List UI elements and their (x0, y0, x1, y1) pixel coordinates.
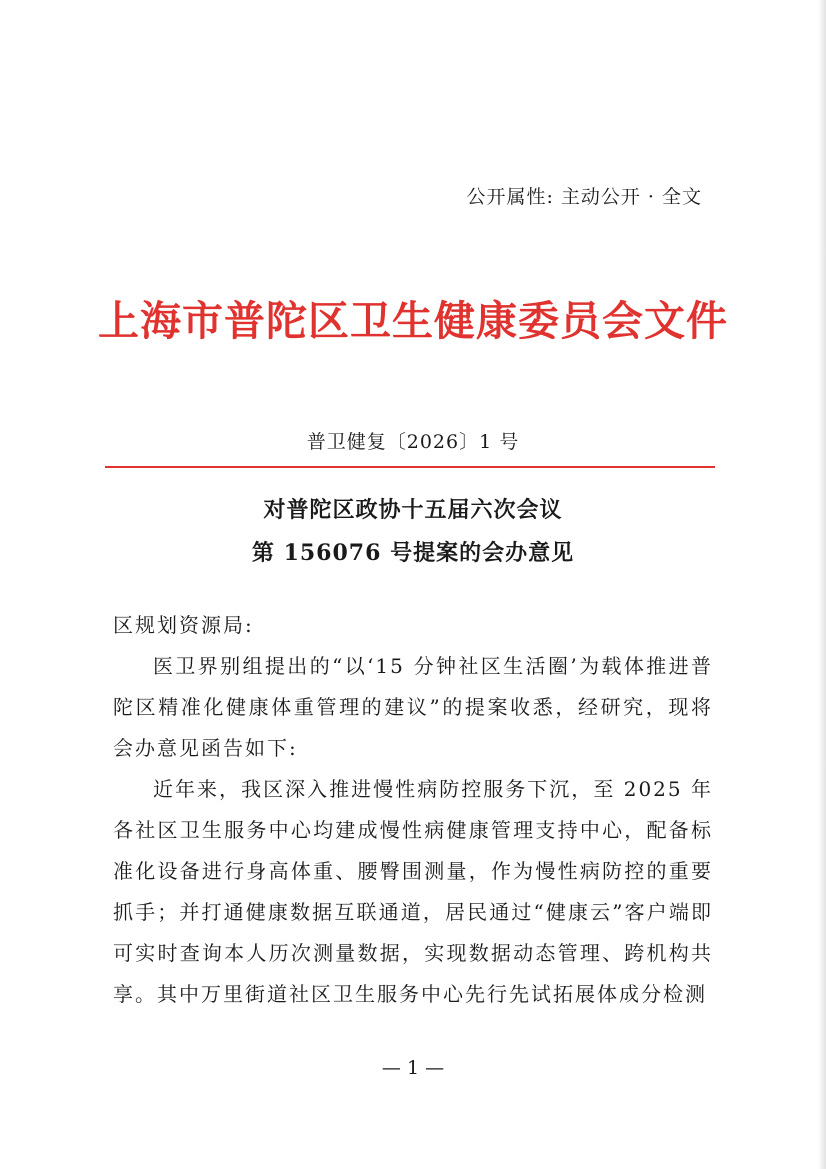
recipient: 区规划资源局: (113, 613, 254, 637)
subject-title-line-1: 对普陀区政协十五届六次会议 (263, 497, 563, 523)
scan-edge (818, 0, 826, 1169)
page-number: — 1 — (381, 1057, 445, 1079)
document-body (113, 605, 713, 1015)
body-paragraph: 医卫界别组提出的“以‘15 分钟社区生活圈’为载体推进普陀区精准化健康体重管理的建议”的提案收悉，经研究，现将会办意见函告如下: (113, 654, 713, 760)
document-number: 普卫健复〔2026〕1 号 (306, 431, 520, 453)
subject-title-line-2: 第 156076 号提案的会办意见 (251, 540, 575, 566)
disclosure-attribute: 公开属性: 主动公开 · 全文 (466, 186, 702, 208)
issuer-red-header: 上海市普陀区卫生健康委员会文件 (98, 297, 728, 345)
red-divider-line (105, 466, 715, 468)
body-paragraph: 近年来，我区深入推进慢性病防控服务下沉，至 2025 年各社区卫生服务中心均建成慢性病健康管理支持中心，配备标准化设备进行身高体重、腰臀围测量，作为慢性病防控的重要抓手；并打通健康数据互联通道，居民通过“健康云”客户端即可实时查询本人历次测量数据，实现数据动态管理、跨机构共享。其中万里街道社区卫生服务中心先行先试拓展体成分检测 (113, 777, 713, 1006)
